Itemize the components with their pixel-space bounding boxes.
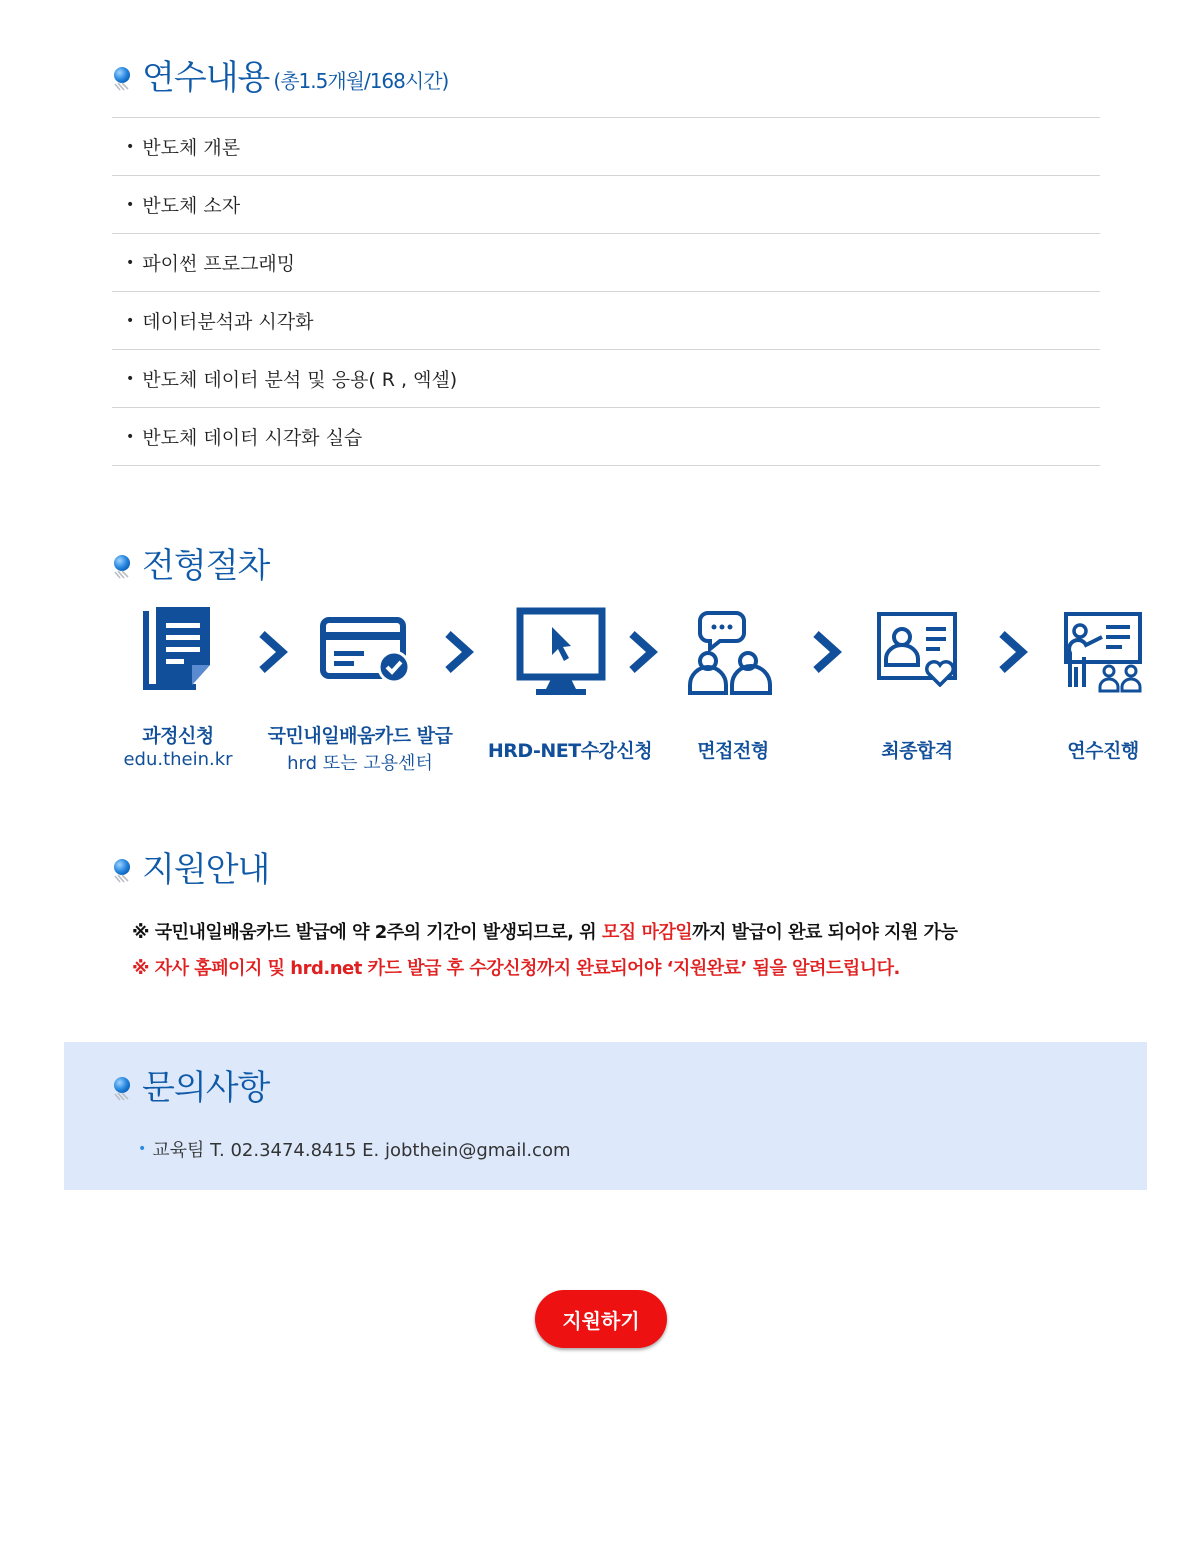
course-item-label: 반도체 소자 <box>142 195 241 217</box>
contact-title: 문의사항 <box>142 1068 270 1108</box>
interview-icon <box>686 609 776 695</box>
list-bullet: • <box>126 312 135 329</box>
curriculum-title: 연수내용 <box>142 58 270 98</box>
chevron-right-icon <box>996 630 1028 674</box>
course-item-label: 데이터분석과 시각화 <box>142 311 314 333</box>
section-bullet-icon <box>112 858 132 884</box>
chevron-right-icon <box>256 630 288 674</box>
step-sublabel: edu.thein.kr <box>123 749 233 770</box>
course-list <box>112 117 1100 466</box>
step-label: 연수진행 <box>1067 740 1139 762</box>
contact-panel <box>64 1042 1147 1190</box>
support-title: 지원안내 <box>142 850 270 890</box>
list-bullet: • <box>138 1141 147 1157</box>
presentation-icon <box>1062 611 1144 693</box>
notice-highlight: 모집 마감일 <box>601 922 693 943</box>
contact-header <box>112 1068 269 1108</box>
support-header <box>112 850 269 890</box>
list-bullet: • <box>126 138 135 155</box>
support-notice-1 <box>132 918 957 944</box>
step-label: 과정신청 <box>142 725 214 747</box>
process-steps <box>112 605 1152 785</box>
course-item-label: 반도체 개론 <box>142 137 241 159</box>
list-item <box>112 118 1100 176</box>
process-header <box>112 546 269 586</box>
list-item <box>112 408 1100 466</box>
step-label: 면접전형 <box>697 740 769 762</box>
section-bullet-icon <box>112 1076 132 1102</box>
list-item <box>112 176 1100 234</box>
chevron-right-icon <box>626 630 658 674</box>
chevron-right-icon <box>442 630 474 674</box>
course-item-label: 파이썬 프로그래밍 <box>142 253 296 275</box>
curriculum-subtitle: (총1.5개월/168시간) <box>273 69 449 93</box>
course-item-label: 반도체 데이터 시각화 실습 <box>142 427 363 449</box>
apply-button[interactable]: 지원하기 <box>535 1290 667 1348</box>
step-label: 최종합격 <box>881 740 953 762</box>
list-item <box>112 292 1100 350</box>
notice-text: ※ 국민내일배움카드 발급에 약 2주의 기간이 발생되므로, 위 <box>132 922 602 943</box>
support-notice-2: ※ 자사 홈페이지 및 hrd.net 카드 발급 후 수강신청까지 완료되어야 ‘지원완료’ 됨을 알려드립니다. <box>132 958 900 979</box>
document-icon <box>142 605 214 691</box>
step-sublabel: hrd 또는 고용센터 <box>287 753 433 774</box>
chevron-right-icon <box>810 630 842 674</box>
list-bullet: • <box>126 254 135 271</box>
process-title: 전형절차 <box>142 546 270 586</box>
list-bullet: • <box>126 428 135 445</box>
list-item <box>112 234 1100 292</box>
course-item-label: 반도체 데이터 분석 및 응용( R , 엑셀) <box>142 369 458 391</box>
card-check-icon <box>320 617 412 683</box>
curriculum-header <box>112 58 448 98</box>
step-label: 국민내일배움카드 발급 <box>267 725 453 747</box>
list-bullet: • <box>126 196 135 213</box>
id-card-heart-icon <box>876 611 960 687</box>
section-bullet-icon <box>112 66 132 92</box>
list-bullet: • <box>126 370 135 387</box>
section-bullet-icon <box>112 554 132 580</box>
notice-text: 까지 발급이 완료 되어야 지원 가능 <box>692 922 958 943</box>
step-label: HRD-NET수강신청 <box>487 740 653 762</box>
contact-text: 교육팀 T. 02.3474.8415 E. jobthein@gmail.com <box>152 1140 571 1161</box>
list-item <box>112 350 1100 408</box>
contact-info <box>138 1136 571 1162</box>
monitor-cursor-icon <box>516 607 608 697</box>
